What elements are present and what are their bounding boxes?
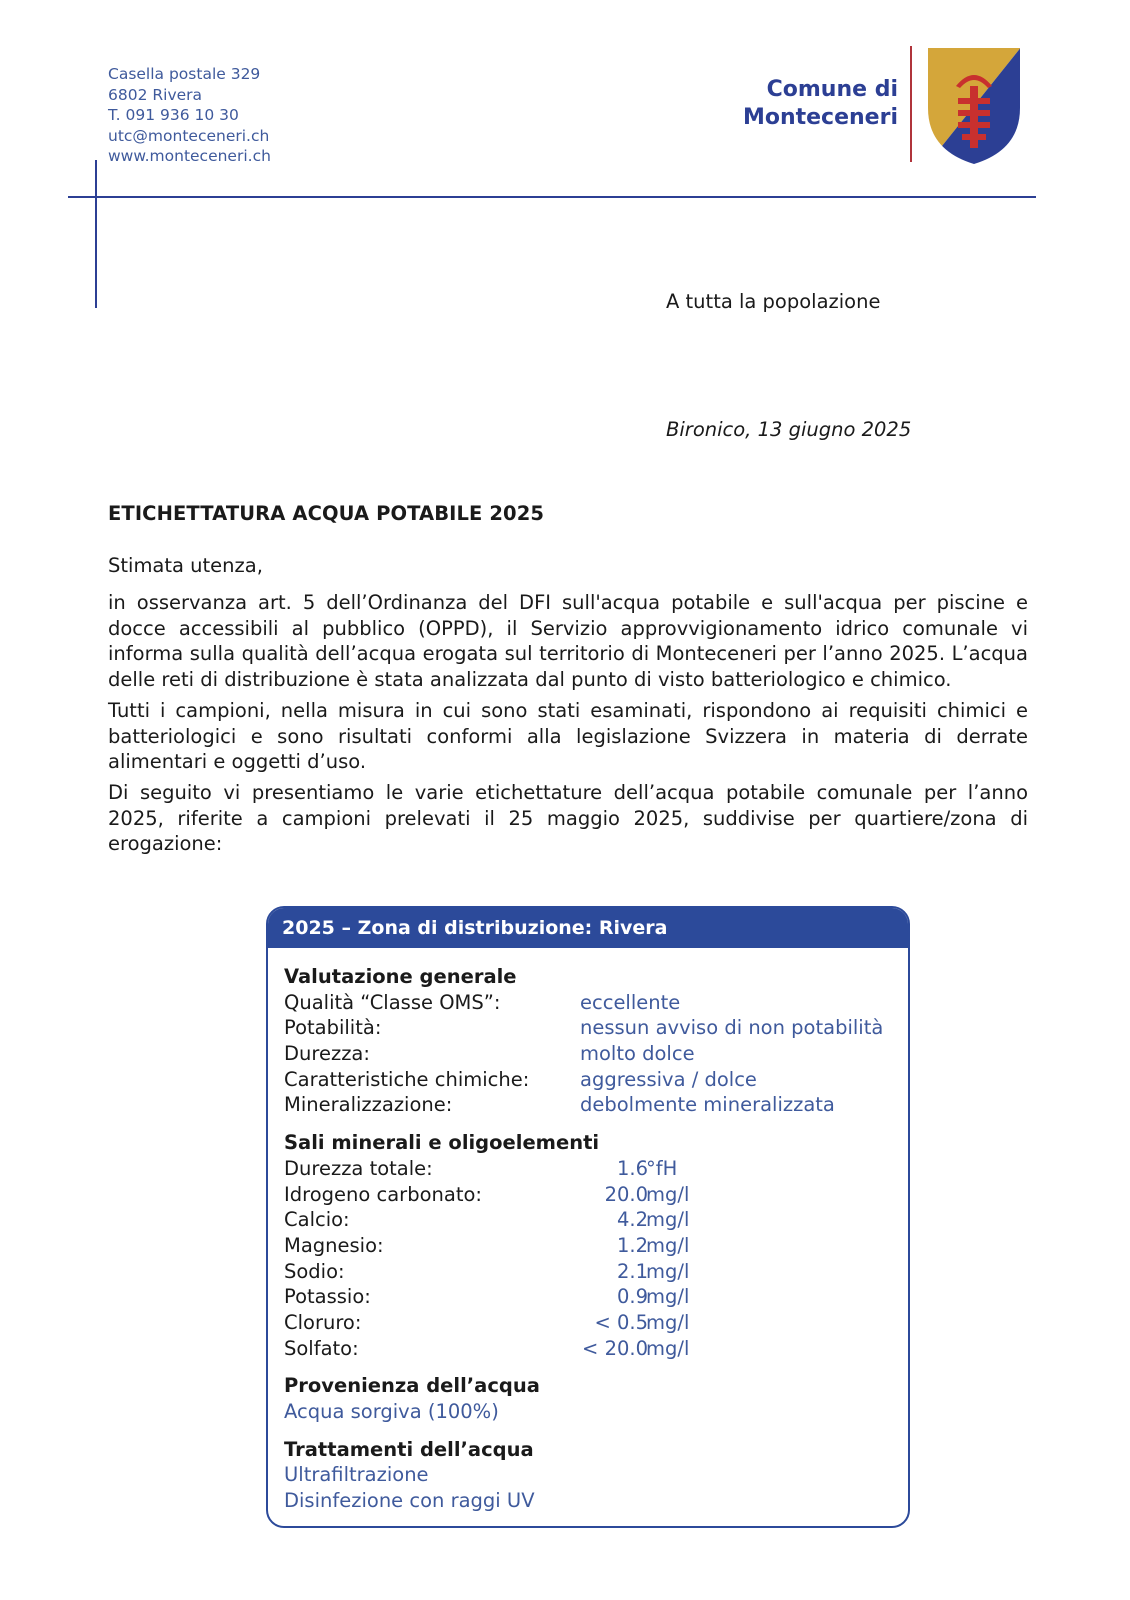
place-date: Bironico, 13 giugno 2025	[666, 418, 912, 441]
mineral-label: Sodio:	[284, 1259, 345, 1283]
origin-item: Acqua sorgiva (100%)	[284, 1400, 499, 1423]
mineral-row	[284, 1284, 908, 1310]
general-row	[284, 1015, 908, 1041]
salutation: Stimata utenza,	[108, 554, 263, 577]
mineral-label: Magnesio:	[284, 1233, 384, 1257]
mineral-value: 1.6	[616, 1156, 648, 1180]
mineral-unit: mg/l	[646, 1233, 690, 1257]
logo-divider	[910, 46, 912, 162]
city: 6802 Rivera	[108, 85, 203, 104]
treatment-item: Ultrafiltrazione	[284, 1463, 429, 1487]
general-row	[284, 1041, 908, 1067]
mineral-unit: mg/l	[646, 1336, 690, 1360]
mineral-row	[284, 1259, 908, 1285]
logo-text	[743, 76, 898, 132]
mineral-row	[284, 1182, 908, 1208]
mineral-unit: mg/l	[646, 1259, 690, 1283]
email: utc@monteceneri.ch	[108, 126, 270, 145]
postbox: Casella postale 329	[108, 65, 261, 83]
mineral-label: Cloruro:	[284, 1310, 362, 1334]
municipality-logo	[740, 44, 1030, 166]
general-row	[284, 1092, 908, 1118]
logo-line-2: Monteceneri	[742, 105, 898, 130]
mineral-label: Idrogeno carbonato:	[284, 1182, 482, 1206]
recipient: A tutta la popolazione	[666, 290, 881, 313]
mineral-row	[284, 1156, 908, 1182]
general-value: debolmente mineralizzata	[580, 1093, 835, 1117]
body-paragraph: Tutti i campioni, nella misura in cui sono stati esaminati, rispondono ai requisiti chimici e batteriologici e sono risultati conformi alla legislazione Svizzera in materia di derrate alimentari e oggetti d’uso.	[108, 698, 1028, 774]
letter-body	[108, 590, 1028, 862]
website: www.monteceneri.ch	[108, 147, 271, 165]
mineral-value: 0.9	[616, 1285, 648, 1309]
water-label-panel	[266, 906, 910, 1528]
general-value: molto dolce	[580, 1042, 695, 1066]
general-label: Potabilità:	[284, 1016, 382, 1040]
general-value: aggressiva / dolce	[580, 1067, 757, 1091]
body-paragraph: Di seguito vi presentiamo le varie etichettature dell’acqua potabile comunale per l’anno 2025, riferite a campioni prelevati il 25 maggio 2025, suddivise per quartiere/zona di erogazione:	[108, 780, 1028, 856]
general-row	[284, 990, 908, 1016]
mineral-value: 4.2	[616, 1208, 648, 1232]
general-label: Durezza:	[284, 1042, 370, 1066]
mineral-label: Solfato:	[284, 1336, 359, 1360]
mineral-value: 20.0	[604, 1182, 648, 1206]
mineral-unit: mg/l	[646, 1182, 690, 1206]
panel-body	[268, 948, 908, 1514]
body-paragraph: in osservanza art. 5 dell’Ordinanza del DFI sull'acqua potabile e sull'acqua per piscine e docce accessibili al pubblico (OPPD), il Servizio approvvigionamento idrico comunale vi informa sulla qualità dell’acqua erogata sul territorio di Monteceneri per l’anno 2025. L’acqua delle reti di distribuzione è stata analizzata dal punto di visto batteriologico e chimico.	[108, 591, 1028, 692]
contact-block	[108, 64, 271, 167]
mineral-label: Durezza totale:	[284, 1156, 433, 1180]
mineral-unit: °fH	[646, 1156, 678, 1180]
mineral-label: Potassio:	[284, 1285, 371, 1309]
logo-line-1: Comune di	[766, 77, 898, 102]
mineral-row	[284, 1207, 908, 1233]
phone: T. 091 936 10 30	[108, 106, 239, 124]
header-horizontal-rule	[68, 196, 1036, 198]
mineral-unit: mg/l	[646, 1310, 690, 1334]
mineral-value: 2.1	[616, 1259, 648, 1283]
header-vertical-rule	[95, 160, 97, 308]
minerals-section-title: Sali minerali e oligoelementi	[284, 1131, 600, 1155]
mineral-unit: mg/l	[646, 1208, 690, 1232]
mineral-row	[284, 1233, 908, 1259]
mineral-unit: mg/l	[646, 1285, 690, 1309]
general-section-title: Valutazione generale	[284, 965, 517, 988]
panel-header: 2025 – Zona di distribuzione: Rivera	[268, 908, 908, 948]
general-value: eccellente	[580, 990, 681, 1014]
treatment-section-title: Trattamenti dell’acqua	[284, 1437, 534, 1461]
letter-title: ETICHETTATURA ACQUA POTABILE 2025	[108, 502, 545, 525]
mineral-row	[284, 1310, 908, 1336]
mineral-label: Calcio:	[284, 1208, 350, 1232]
general-label: Mineralizzazione:	[284, 1093, 453, 1117]
mineral-row	[284, 1336, 908, 1362]
treatment-item: Disinfezione con raggi UV	[284, 1489, 535, 1513]
general-value: nessun avviso di non potabilità	[580, 1016, 884, 1040]
origin-section-title: Provenienza dell’acqua	[284, 1374, 540, 1398]
mineral-value: 1.2	[616, 1233, 648, 1257]
general-label: Qualità “Classe OMS”:	[284, 990, 501, 1014]
mineral-value: < 0.5	[594, 1310, 648, 1334]
coat-of-arms-icon	[926, 46, 1022, 166]
mineral-value: < 20.0	[582, 1336, 648, 1360]
general-row	[284, 1067, 908, 1093]
general-label: Caratteristiche chimiche:	[284, 1067, 530, 1091]
